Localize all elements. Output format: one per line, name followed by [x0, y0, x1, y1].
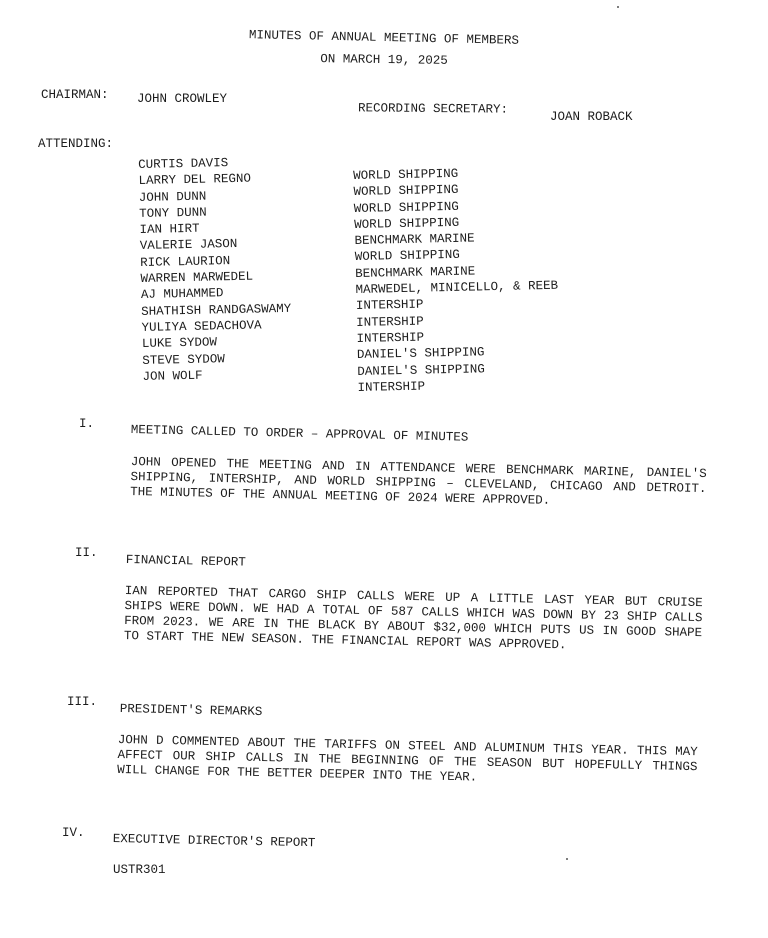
attendee-organization: BENCHMARK MARINE	[354, 231, 475, 249]
section-heading: FINANCIAL REPORT	[125, 553, 247, 570]
document-title: MINUTES OF ANNUAL MEETING OF MEMBERS	[248, 28, 520, 48]
attendee-organization: WORLD SHIPPING	[354, 215, 460, 232]
attendee-organization: WORLD SHIPPING	[353, 199, 460, 216]
attendee-organization: INTERSHIP	[357, 379, 426, 395]
attendee-organization: INTERSHIP	[355, 297, 424, 314]
section-body: JOHN D COMMENTED ABOUT THE TARIFFS ON STEEL AND ALUMINUM THIS YEAR. THIS MAY AFFECT OUR SHIP CALLS IN THE BEGINNING OF THE SEASON BUT HOPEFULLY THINGS WILL CHANGE FOR THE BETTER DEEPER INTO THE YEAR.	[117, 733, 698, 785]
attendee-name: YULIYA SEDACHOVA	[141, 318, 262, 335]
section-number: II.	[75, 546, 98, 560]
attendee-organization: WORLD SHIPPING	[354, 248, 461, 265]
secretary-name: JOAN ROBACK	[550, 110, 633, 124]
section-body: JOHN OPENED THE MEETING AND IN ATTENDANCE WERE BENCHMARK MARINE, DANIEL'S SHIPPING, INTERSHIP, AND WORLD SHIPPING – CLEVELAND, CHICAGO AND DETROIT. THE MINUTES OF THE ANNUAL MEETING OF 2024 WERE APPROVED.	[130, 455, 707, 508]
section-number: I.	[79, 417, 95, 431]
attendee-organization: MARWEDEL, MINICELLO, & REEB	[355, 278, 559, 298]
attendee-name: TONY DUNN	[139, 205, 207, 221]
attendee-name: CURTIS DAVIS	[138, 156, 229, 172]
attendee-names-list	[138, 154, 293, 385]
chairman-label: CHAIRMAN:	[41, 88, 109, 102]
scan-speck	[617, 6, 619, 8]
section-heading: EXECUTIVE DIRECTOR'S REPORT	[112, 832, 316, 851]
attendee-organization: DANIEL'S SHIPPING	[356, 345, 485, 363]
attendee-name: WARREN MARWEDEL	[140, 269, 254, 287]
attendee-name: LUKE SYDOW	[141, 335, 218, 352]
section-body: IAN REPORTED THAT CARGO SHIP CALLS WERE UP A LITTLE LAST YEAR BUT CRUISE SHIPS WERE DOWN. WE HAD A TOTAL OF 587 CALLS WHICH WAS DOWN BY 23 SHIP CALLS FROM 2023. WE ARE IN THE BLACK BY ABOUT $32,000 WHICH PUTS US IN GOOD SHAPE TO START THE NEW SEASON. THE FINANCIAL REPORT WAS APPROVED.	[123, 584, 703, 653]
attending-label: ATTENDING:	[38, 137, 114, 151]
section-heading: PRESIDENT'S REMARKS	[119, 702, 263, 719]
section-number: III.	[67, 695, 98, 709]
secretary-label: RECORDING SECRETARY:	[357, 101, 509, 117]
attendee-organization: WORLD SHIPPING	[353, 166, 459, 183]
section-number: IV.	[62, 826, 85, 840]
attendee-organization: DANIEL'S SHIPPING	[357, 361, 485, 379]
meeting-date: ON MARCH 19, 2025	[320, 52, 448, 68]
section-heading: MEETING CALLED TO ORDER – APPROVAL OF MINUTES	[130, 423, 469, 445]
attendee-organization: BENCHMARK MARINE	[355, 264, 476, 281]
chairman-name: JOHN CROWLEY	[137, 92, 228, 106]
section-body: USTR301	[113, 863, 166, 877]
attendee-name: IAN HIRT	[139, 221, 200, 238]
attendee-organization: INTERSHIP	[356, 330, 425, 346]
attendee-name: JON WOLF	[142, 368, 203, 384]
attendee-name: LARRY DEL REGNO	[138, 171, 252, 189]
attendee-name: RICK LAURION	[140, 253, 231, 270]
scan-speck	[566, 858, 568, 860]
attendee-name: STEVE SYDOW	[142, 351, 225, 368]
attendee-name: SHATHISH RANDGASWAMY	[141, 301, 292, 319]
attendee-name: AJ MUHAMMED	[140, 286, 224, 303]
attendee-organization: WORLD SHIPPING	[353, 183, 459, 200]
attendee-name: VALERIE JASON	[139, 237, 238, 254]
attendee-name: JOHN DUNN	[138, 189, 207, 205]
attendee-organization: INTERSHIP	[356, 314, 424, 330]
attendee-organizations-list	[353, 164, 560, 396]
